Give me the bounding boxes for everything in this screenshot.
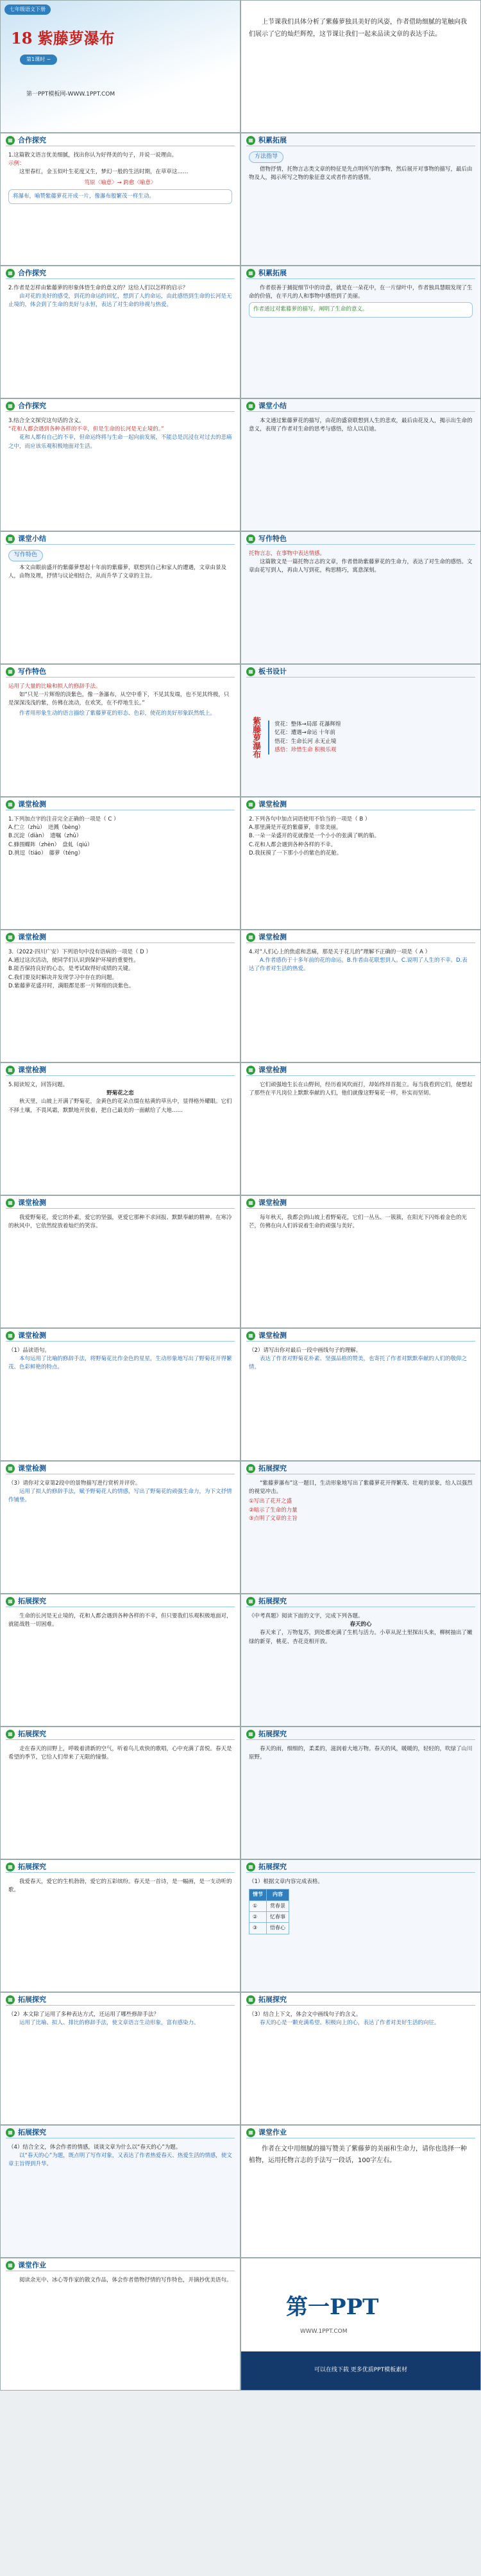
slide-14-heading: 课堂检测 [258, 800, 287, 809]
grid-icon: ▦ [246, 800, 255, 809]
slide-19 [0, 1195, 240, 1328]
slide-12 [240, 664, 481, 797]
slide-11-heading: 写作特色 [18, 667, 46, 676]
grid-icon: ▦ [246, 269, 255, 278]
slide-22-heading: 课堂检测 [258, 1331, 287, 1340]
slide-30 [240, 1859, 481, 1992]
table-header: 内容 [267, 1889, 289, 1900]
slide-3-heading: 合作探究 [18, 136, 46, 145]
slide-26-heading: 拓展探究 [258, 1597, 287, 1606]
list-item: ③点明了文章的主旨 [249, 1515, 298, 1522]
slide-23-header [1, 1462, 240, 1476]
table-cell: 悟春心 [267, 1923, 289, 1934]
grid-icon: ▦ [6, 1066, 15, 1075]
question: 1.这篇散文语言优美细腻，找出你认为好得美的句子，并说一说理由。 [8, 152, 178, 158]
slide-33-header [1, 2126, 240, 2140]
board-row: 赏花：整体→局部 花瀑辉煌 [274, 721, 341, 728]
grid-icon: ▦ [246, 1863, 255, 1872]
slide-30-header [241, 1860, 480, 1874]
slide-5-header [1, 266, 240, 280]
slide-21 [0, 1328, 240, 1461]
grid-icon: ▦ [6, 1331, 15, 1340]
slide-13-heading: 课堂检测 [18, 800, 46, 809]
slide-22-header [241, 1329, 480, 1343]
slide-4 [240, 133, 481, 266]
answer: 运用了拟人的修辞手法，赋予野菊花人的情感，写出了野菊花的顽强生命力，为下文抒情作铺垫。 [8, 1488, 232, 1504]
answer: 以“春天的心”为题，既点明了写作对象，又表达了作者热爱春天、热爱生活的情感，使文章主旨得到升华。 [8, 2153, 232, 2168]
slide-25-header [1, 1594, 240, 1608]
slide-14 [240, 797, 481, 930]
feature-text: 本文由眼前盛开的紫藤萝想起十年前的紫藤萝，联想到自己和家人的遭遇，文章由景及人，由物及理，抒情与议论相结合，从而升华了文章的主旨。 [8, 564, 227, 580]
slide-27-header [1, 1727, 240, 1741]
slide-31 [0, 1992, 240, 2125]
slide-34-heading: 课堂作业 [258, 2128, 287, 2137]
slide-31-header [1, 1993, 240, 2007]
point: 托物言志，在事物中表达情感。 [249, 550, 326, 557]
slide-18-heading: 课堂检测 [258, 1066, 287, 1075]
question: 3.（2022·四川广安）下列语句中没有语病的一项是（ D ） [8, 949, 151, 955]
table-cell: ② [249, 1911, 267, 1922]
slide-33 [0, 2125, 240, 2258]
passage: 春天来了，万物复苏，到处都充满了生机与活力。小草从泥土里探出头来，柳树抽出了嫩绿的新芽，桃花、杏花竞相开放。 [249, 1630, 473, 1645]
feature-pill: 写作特色 [8, 550, 43, 561]
slide-6-heading: 积累拓展 [258, 269, 287, 278]
slide-26-header [241, 1594, 480, 1608]
slide-12-header [241, 665, 480, 679]
slide-2-intro [240, 0, 481, 133]
passage: 走在春天的田野上，呼吸着清新的空气，听着鸟儿欢快的歌唱，心中充满了喜悦。春天是希望的季节，它给人们带来了无限的憧憬。 [8, 1746, 232, 1761]
slide-36-ad [240, 2258, 481, 2391]
passage-title: 春天的心 [350, 1621, 372, 1628]
slide-24-header [241, 1462, 480, 1476]
slide-15 [0, 930, 240, 1062]
grid-icon: ▦ [246, 2128, 255, 2137]
option: D.挑逗（tiáo） 藤萝（téng） [8, 849, 83, 857]
grid-icon: ▦ [246, 1066, 255, 1075]
question: 2.作者是怎样由紫藤萝的形象体悟生命的意义的？这给人们以怎样的启示？ [8, 285, 189, 291]
plot-table [249, 1889, 289, 1934]
option: A.那里满是开花的紫藤萝，非常美丽。 [249, 824, 342, 832]
slide-18 [240, 1062, 481, 1195]
ppt-url[interactable]: WWW.1PPT.COM [300, 2328, 348, 2335]
table-header: 情节 [249, 1889, 267, 1900]
question: （2）本文除了运用了多种表达方式，还运用了哪些修辞手法？ [8, 2011, 159, 2018]
answer: 花和人都有自己的不幸，但命运终将与生命一起向前发展，不能总是沉浸在对过去的悲痛之中，而应该乐观积极地面对生活。 [8, 434, 232, 450]
grid-icon: ▦ [6, 1863, 15, 1872]
table-cell: 赏春景 [267, 1900, 289, 1911]
slide-28 [240, 1727, 481, 1859]
passage: 它们顽强地生长在山野间，经历着风吹雨打，却始终昂首挺立。每当我看到它们，便想起了那些在平凡岗位上默默奉献的人们，他们就像这野菊花一样，朴实而坚韧。 [249, 1082, 473, 1097]
grid-icon: ▦ [6, 136, 15, 145]
table-cell: ③ [249, 1923, 267, 1934]
grid-icon: ▦ [6, 1198, 15, 1207]
note: 作者通过对紫藤萝的描写，阐明了生命的意义。 [249, 302, 473, 317]
grid-icon: ▦ [246, 933, 255, 942]
grade-tag: 七年级语文下册 [4, 4, 51, 15]
question: 5.阅读短文，回答问题。 [8, 1082, 69, 1088]
slide-33-heading: 拓展探究 [18, 2128, 46, 2137]
grid-icon: ▦ [6, 402, 15, 411]
question: （3）结合上下文，体会文中画线句子的含义。 [249, 2011, 362, 2018]
slide-16 [240, 930, 481, 1062]
slide-27 [0, 1727, 240, 1859]
ppt-logo: 第一PPT [286, 2294, 379, 2320]
grid-icon: ▦ [6, 1730, 15, 1739]
slide-28-heading: 拓展探究 [258, 1730, 287, 1739]
slide-4-heading: 积累拓展 [258, 136, 287, 145]
slide-20-header [241, 1196, 480, 1210]
slide-7 [0, 398, 240, 531]
option: B.能否保持良好的心态，是考试取得好成绩的关键。 [8, 966, 134, 973]
grid-icon: ▦ [6, 933, 15, 942]
homework: 作者在文中用细腻的描写赞美了紫藤萝的美丽和生命力，请你也选择一种植物，运用托物言志的手法写一段话，100字左右。 [249, 2145, 467, 2164]
grid-icon: ▦ [246, 1995, 255, 2004]
slide-9-heading: 课堂小结 [18, 534, 46, 543]
option: C.花和人都会遇到各种各样的不幸。 [249, 841, 337, 848]
passage: 每年秋天，我都会到山坡上看野菊花，它们一丛丛、一簇簇，在阳光下闪烁着金色的光芒，仿佛在向人们诉说着生命的顽强与美好。 [249, 1215, 468, 1230]
slide-11 [0, 664, 240, 797]
grid-icon: ▦ [6, 667, 15, 676]
lesson-sub: 第1课时 ~ [20, 55, 57, 65]
question: （2）请写出你对最后一段中画线句子的理解。 [249, 1347, 362, 1354]
grid-icon: ▦ [6, 800, 15, 809]
answer: 作者用形象生动的语言描绘了紫藤萝花的形态、色彩，使花的美好形象跃然纸上。 [19, 710, 216, 717]
slide-32 [240, 1992, 481, 2125]
grid-icon: ▦ [6, 2128, 15, 2137]
method-pill: 方法指导 [249, 151, 283, 163]
slide-19-header [1, 1196, 240, 1210]
slide-35-header [1, 2258, 240, 2273]
slide-34-header [241, 2126, 480, 2140]
slide-18-header [241, 1063, 480, 1077]
slide-5-heading: 合作探究 [18, 269, 46, 278]
grid-icon: ▦ [6, 1597, 15, 1606]
option: A.伫立（zhù） 迸溅（bèng） [8, 824, 84, 832]
slide-12-heading: 板书设计 [258, 667, 287, 676]
slide-11-header [1, 665, 240, 679]
slide-20-heading: 课堂检测 [258, 1198, 287, 1207]
question: （1）品读语句。 [8, 1347, 50, 1354]
slide-9-header [1, 532, 240, 546]
grid-icon: ▦ [246, 534, 255, 543]
table-cell: ① [249, 1900, 267, 1911]
slide-8-header [241, 399, 480, 413]
slide-15-heading: 课堂检测 [18, 933, 46, 942]
grid-icon: ▦ [246, 1597, 255, 1606]
grid-icon: ▦ [6, 269, 15, 278]
grid-icon: ▦ [6, 2261, 15, 2270]
slide-16-heading: 课堂检测 [258, 933, 287, 942]
slide-3 [0, 133, 240, 266]
list-item: ①写出了花开之盛 [249, 1498, 292, 1505]
text: 作者很善于捕捉细节中的诗意，就是在一朵花中，在一片绿叶中，作者独具慧眼发现了生命的价值，在平凡的人和事物中感悟到了美丽。 [249, 285, 473, 300]
slide-17-header [1, 1063, 240, 1077]
slide-31-heading: 拓展探究 [18, 1995, 46, 2004]
board-row: 忆花：遭遇→命运 十年前 [274, 729, 335, 737]
slide-21-header [1, 1329, 240, 1343]
passage: 秋天里，山坡上开满了野菊花，金黄色的花朵点缀在枯黄的草丛中，显得格外耀眼。它们不择土壤，不畏风霜，默默地开放着，把自己最美的一面献给了大地…… [8, 1098, 232, 1114]
slide-20 [240, 1195, 481, 1328]
grid-icon: ▦ [246, 667, 255, 676]
slide-29-header [1, 1860, 240, 1874]
question: （1）根据文章内容完成表格。 [249, 1879, 323, 1885]
slide-16-header [241, 930, 480, 944]
slide-29 [0, 1859, 240, 1992]
slide-21-heading: 课堂检测 [18, 1331, 46, 1340]
question: 1.下列加点字的注音完全正确的一项是（ C ） [8, 816, 119, 823]
question: 《中考真题》阅读下面的文字，完成下列各题。 [249, 1613, 364, 1619]
answer: 本句运用了比喻的修辞手法，将野菊花比作金色的星星，生动形象地写出了野菊花开得繁茂、色彩鲜艳的特点。 [8, 1356, 232, 1371]
answer: 表达了作者对野菊花朴素、坚强品格的赞美，也寄托了作者对默默奉献的人们的敬仰之情。 [249, 1356, 468, 1371]
board-center: 紫藤萝瀑布 [251, 717, 261, 758]
intro-text: 上节课我们具体分析了紫藤萝独具美好的风姿，作者借助细腻的笔触向我们展示了它的灿烂辉煌，这节课让我们一起来品读文章的表达手法。 [249, 19, 467, 38]
list-item: ②暗示了生命的力量 [249, 1506, 298, 1514]
board-row: 悟花：生命长河 永无止境 [274, 738, 337, 745]
quote: “花和人都会遇到各种各样的不幸，但是生命的长河是无止境的。” [8, 426, 164, 433]
example-label: 示例： [8, 160, 25, 167]
grid-icon: ▦ [246, 402, 255, 411]
slide-10 [240, 531, 481, 664]
point: 运用了大量的比喻和拟人的修辞手法。 [8, 683, 101, 690]
slide-10-heading: 写作特色 [258, 534, 287, 543]
slide-30-heading: 拓展探究 [258, 1863, 287, 1872]
slide-13-header [1, 798, 240, 812]
slide-26 [240, 1594, 481, 1727]
brand-text: 第一PPT模板网-WWW.1PPT.COM [26, 91, 115, 98]
grid-icon: ▦ [246, 1464, 255, 1473]
slide-3-header [1, 133, 240, 148]
slide-24 [240, 1461, 481, 1594]
slide-29-heading: 拓展探究 [18, 1863, 46, 1872]
grid-icon: ▦ [246, 1198, 255, 1207]
analysis: 笃原〈喻意〉→ 跨愈〈喻意〉 [84, 179, 156, 186]
question: 3.结合全文探究这句话的含义。 [8, 418, 85, 424]
download-banner[interactable]: 可以在线下载 更多优质PPT模板素材 [241, 2351, 480, 2390]
grid-icon: ▦ [246, 1730, 255, 1739]
grid-icon: ▦ [6, 1464, 15, 1473]
answer: 运用了比喻、拟人、排比的修辞手法，使文章语言生动形象，富有感染力。 [19, 2020, 199, 2027]
slide-10-header [241, 532, 480, 546]
text: 生命的长河是无止境的，花和人都会遇到各种各样的不幸，但只要我们乐观积极地面对，就能战胜一切困难。 [8, 1613, 232, 1628]
slide-8 [240, 398, 481, 531]
answer: A.作者感伤于十多年前的花的命运。B.作者由花联想到人。C.说明了人生的不幸。D.表达了作者对生活的热爱。 [249, 957, 468, 973]
text: 如“只见一片辉煌的淡紫色，像一条瀑布，从空中垂下，不见其发端，也不见其终极，只是深深浅浅的紫，仿佛在流动，在欢笑，在不停地生长。” [8, 692, 230, 707]
option: C.我们要及时解决并发现学习中存在的问题。 [8, 974, 118, 981]
option: D.我抚摸了一下那小小的紫色的花舱。 [249, 849, 342, 857]
slide-27-heading: 拓展探究 [18, 1730, 46, 1739]
slide-1-title [0, 0, 240, 133]
slide-13 [0, 797, 240, 930]
slide-25-heading: 拓展探究 [18, 1597, 46, 1606]
summary: 本文通过紫藤萝花的描写，由花的盛衰联想到人生的悲欢，最后由花及人，揭示出生命的意义，表现了作者对生命的思考与感悟，给人以启迪。 [249, 418, 473, 433]
slide-14-header [241, 798, 480, 812]
slide-32-heading: 拓展探究 [258, 1995, 287, 2004]
slide-22 [240, 1328, 481, 1461]
slide-6-header [241, 266, 480, 280]
passage: 我爱野菊花，爱它的朴素，爱它的坚强，更爱它那种不求回报、默默奉献的精神。在寒冷的秋风中，它依然绽放着灿烂的笑容。 [8, 1215, 232, 1230]
slide-17-heading: 课堂检测 [18, 1066, 46, 1075]
grid-icon: ▦ [6, 534, 15, 543]
slide-5 [0, 266, 240, 398]
slide-34 [240, 2125, 481, 2258]
question: （3）请你对文章第2段中的景物描写进行赏析并评价。 [8, 1480, 141, 1487]
answer: 由对花的美好的感受，到花的命运的回忆，想到了人的命运，由此感悟到生命的长河是无止境的，体会到了生命的美好与永恒，表达了对生命的珍视与热爱。 [8, 293, 232, 309]
slide-6 [240, 266, 481, 398]
slide-4-header [241, 133, 480, 148]
option: C.蜂围蝶阵（zhèn） 盘虬（qiú） [8, 841, 93, 848]
slide-35 [0, 2258, 240, 2391]
grid-icon: ▦ [246, 1331, 255, 1340]
passage: 春天的雨，细细的，柔柔的，滋润着大地万物。春天的风，暖暖的，轻轻的，吹绿了山川原野。 [249, 1746, 473, 1761]
homework: 阅读余光中、冰心等作家的散文作品，体会作者借物抒情的写作特色，并摘抄优美语句。 [19, 2277, 232, 2283]
option: B.一朵一朵盛开的花就像是一个小小的张满了帆的船。 [249, 833, 380, 840]
slide-19-heading: 课堂检测 [18, 1198, 46, 1207]
slide-23-heading: 课堂检测 [18, 1464, 46, 1473]
slide-28-header [241, 1727, 480, 1741]
method-text: 借物抒情，托物言志类文章的特征是先点明所写的事物，然后展开对事物的描写，最后由物及人，揭示所写之物的象征意义或者作者的感情。 [249, 166, 473, 182]
slide-17 [0, 1062, 240, 1195]
table-cell: 忆春事 [267, 1911, 289, 1922]
passage: 我爱春天，爱它的生机勃勃，爱它的五彩缤纷。春天是一首诗，是一幅画，是一支动听的歌。 [8, 1879, 232, 1894]
slide-9 [0, 531, 240, 664]
slide-25 [0, 1594, 240, 1727]
slide-35-heading: 课堂作业 [18, 2261, 46, 2270]
slide-24-heading: 拓展探究 [258, 1464, 287, 1473]
question: （4）结合全文，体会作者的情感，谈谈文章为什么以“春天的心”为题。 [8, 2144, 181, 2151]
text: “紫藤萝瀑布”这一题目，生动形象地写出了紫藤萝花开得繁茂、壮观的景象，给人以强烈的视觉冲击。 [249, 1480, 473, 1496]
option: A.通过这次活动，使同学们认识到保护环境的重要性。 [8, 957, 139, 964]
board-row: 感悟：珍惜生命 积极乐观 [274, 746, 337, 753]
text: 这篇散文是一篇托物言志的文章，作者借助紫藤萝花的生命力，表达了对生命的感悟。文章由花写到人，再由人写到花，构思精巧，寓意深刻。 [249, 559, 473, 574]
grid-icon: ▦ [6, 1995, 15, 2004]
lesson-title: 18 紫藤萝瀑布 [11, 29, 115, 47]
question: 2.下列各句中加点词语使用不恰当的一项是（ B ） [249, 816, 371, 823]
note: 将瀑布，喻赞紫藤萝花开成一片，像瀑布般繁茂一样生动。 [8, 189, 232, 204]
slide-23 [0, 1461, 240, 1594]
answer: 春天的心是一颗充满希望、积极向上的心，表达了作者对美好生活的向往。 [260, 2020, 440, 2027]
option: B.沉淀（diàn） 遗嘱（zhǔ） [8, 833, 82, 840]
grid-icon: ▦ [246, 136, 255, 145]
slide-15-header [1, 930, 240, 944]
passage-title: 野菊花之恋 [106, 1090, 134, 1097]
slide-8-heading: 课堂小结 [258, 402, 287, 411]
example-quote: 这里春红，金玉似叶生花度又生，梦幻一般的生活时期，在草草这…… [19, 169, 189, 176]
slide-7-header [1, 399, 240, 413]
option: D.紫藤萝花盛开时，满眼都是那一片辉煌的淡紫色。 [8, 982, 135, 989]
question: 4.对“人们心上的焦虑和悲痛，那是关于花儿的”理解不正确的一项是（ A ） [249, 949, 431, 955]
slide-32-header [241, 1993, 480, 2007]
slide-7-heading: 合作探究 [18, 402, 46, 411]
